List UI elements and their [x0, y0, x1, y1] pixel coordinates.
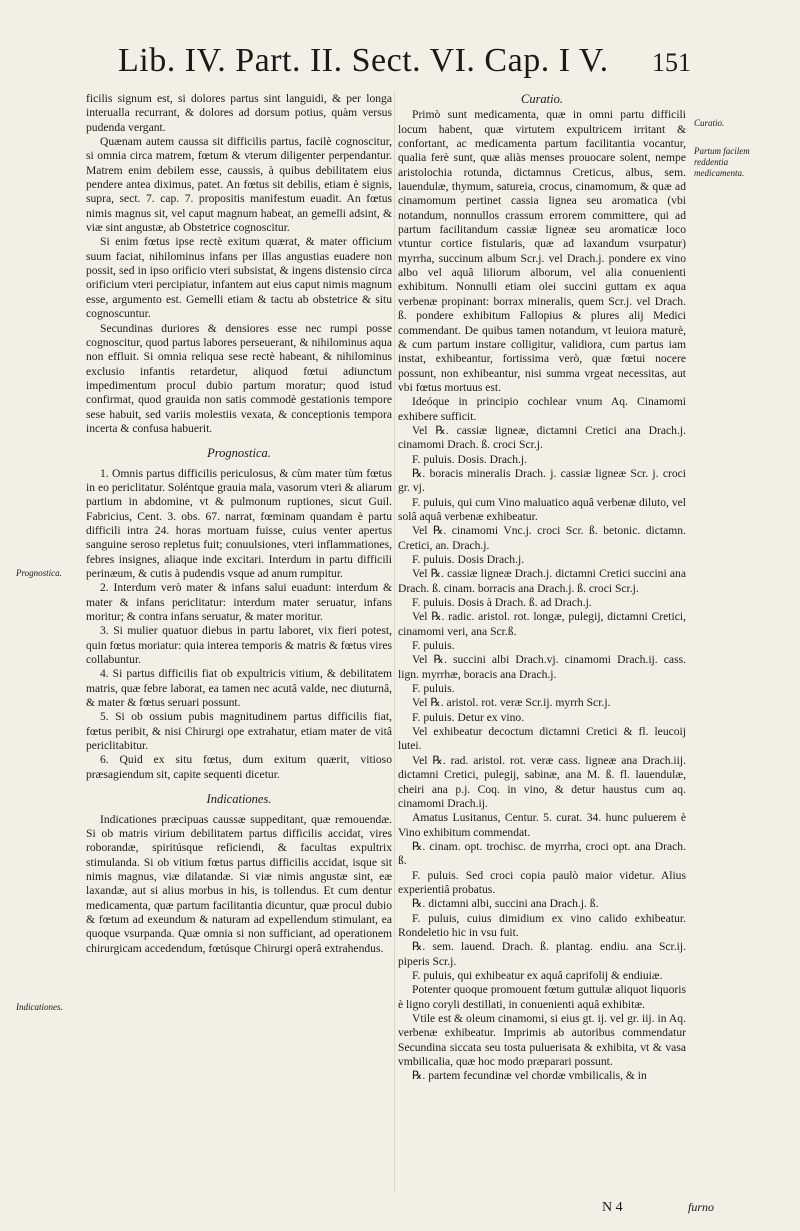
paragraph: Amatus Lusitanus, Centur. 5. curat. 34. hunc puluerem è Vino exhibitum commendat. — [398, 811, 686, 839]
recipe-dose: F. puluis, qui exhibeatur ex aquâ caprifolij & endiuiæ. — [412, 968, 663, 982]
paragraph: ficilis signum est, si dolores partus sint languidi, & per longa interualla recurrant, & dolores ad dorsum potius, quàm versus pudenda vergant. — [86, 92, 392, 134]
column-divider — [394, 92, 395, 1192]
recipe-dose: F. puluis. Dosis à Drach. ß. ad Drach.j. — [412, 596, 592, 610]
margin-note-partum: Partum facilem reddentia medicamenta. — [694, 146, 750, 178]
paragraph: 1. Omnis partus difficilis periculosus, & cùm mater tùm fœtus in eo periclitatur. Soléntque grauia mala, vasorum vteri & aliarum partium in abdomine, vt & pulmonum ruptiones, sicut Guil. Fabricius, Cent. 3. obs. 67. narrat, fœminam quandam è partu difficili intra 24. horas mortuam fuisse, cuius venter apertus sanguine seroso repletus fuit; conuulsiones, vteri inflammationes, febres insignes, aliaque inde excitari. Interdum in partu difficili perinæum, & cutis à pudendis vsque ad anum rumpitur. — [86, 466, 392, 580]
paragraph: Quænam autem caussa sit difficilis partus, facilè cognoscitur, si omnia circa matrem, fœtum & vterum diligenter perpendantur. Matrem enim debilem esse, caussis, à quibus debilitatem eius pendere antea diximus, patet. An fœtus sit debilis, etiam è signis, supra, sect. 7. cap. 7. propositis manifestum euadit. An fœtus nimis magnus sit, vel caput magnum habeat, an gemelli adsint, & viæ sint angustæ, ab Obstetrice cognoscitur. — [86, 135, 392, 235]
recipe-dose: F. puluis. Dosis. Drach.j. — [412, 452, 528, 466]
section-heading: Prognostica. — [207, 446, 271, 461]
paragraph: 3. Si mulier quatuor diebus in partu laboret, vix fieri potest, quin fœtus moriatur: quia interea temporis & matris & fœtus vires collabuntur. — [86, 624, 392, 667]
recipe: ℞. sem. lauend. Drach. ß. plantag. endiu. ana Scr.ij. piperis Scr.j. — [398, 940, 686, 968]
running-head: Lib. IV. Part. II. Sect. VI. Cap. I V. — [118, 42, 609, 79]
paragraph: 5. Si ob ossium pubis magnitudinem partus difficilis fiat, fœtus peribit, & nisi Chirurgi ope extrahatur, etiam mater de vitâ periclitabitur. — [86, 710, 392, 753]
page-number: 151 — [652, 48, 691, 77]
recipe: ℞. cinam. opt. trochisc. de myrrha, croci opt. ana Drach. ß. — [398, 839, 686, 868]
recipe: Vel ℞. radic. aristol. rot. longæ, pulegij, dictamni Cretici, cinamomi veri, ana Scr.ß. — [398, 610, 686, 638]
recipe-dose: F. puluis, qui cum Vino maluatico aquâ verbenæ diluto, vel solâ aquâ verbenæ exhibeatur. — [398, 495, 686, 523]
margin-note-prognostica: Prognostica. — [16, 568, 62, 578]
recipe: Vel ℞. cassiæ ligneæ, dictamni Cretici ana Drach.j. cinamomi Drach. ß. croci Scr.j. — [398, 423, 686, 452]
recipe: Vel ℞. aristol. rot. veræ Scr.ij. myrrh Scr.j. — [412, 696, 611, 710]
margin-note-curatio: Curatio. — [694, 118, 725, 128]
paragraph: Secundinas duriores & densiores esse nec rumpi posse cognoscitur, quod partus labores perseuerant, & nihilominus aqua non effluit. Si omnia reliqua sese rectè habeant, & nihilominus exclusio infantis retardetur, aliquod fœtui adiunctum impedimentum procul dubio partum moratur; quod istud confirmat, quod grauida non satis commodè gestationis tempore sese habuit, sed variis molestiis vexata, & conceptionis tempora incerta & confusa habuerit. — [86, 321, 392, 435]
paragraph: 6. Quid ex situ fœtus, dum exitum quærit, vitioso præsagiendum sit, capite sequenti dicetur. — [86, 753, 392, 781]
recipe-dose: F. puluis. — [412, 639, 455, 653]
recipe: Vel ℞. cinamomi Vnc.j. croci Scr. ß. betonic. dictamn. Cretici, an. Drach.j. — [398, 524, 686, 552]
paragraph: 2. Interdum verò mater & infans salui euadunt: interdum & mater & infans periclitatur: interdum mater seruatur, infans moritur; & contra infans seruatur, & mater moritur. — [86, 581, 392, 624]
paragraph: Vtile est & oleum cinamomi, si eius gt. ij. vel gr. iij. in Aq. verbenæ exhibeatur. Imprimis ab autoribus commendatur Secundina siccata seu tosta puluerisata & exhibita, vt & vasa vmbilicalia, quæ hoc modo præparari possunt. — [398, 1012, 686, 1069]
signature-mark: N 4 — [602, 1200, 623, 1215]
paragraph: Primò sunt medicamenta, quæ in omni partu difficili locum habent, quæ virtutem expultricem irritant & confortant, ac medicamenta partum facilitantia vocantur, qualia ferè sunt, quæ aliàs menses prouocare solent, nempe aristolochia rotunda, dictamnus Creticus, albus, sem. lauendulæ, thymum, satureia, crocus, cinamomum, & quæ ad cinamomum pertinet cassia lignea seu aromatica (vbi notandum, nonnullos crassum errorem committere, qui ad partum facilitandum cassiæ ligneæ seu aromaticæ loco vtuntur cortice fistularis, quæ ad laxandum vsurpatur) myrrha, succinum album Scr.j. vel Drach.j. pondere ex vino albo vel aquâ liliorum alborum, vel alia conuenienti exhibitum. Nonnulli etiam olei succini guttam ex aqua verbenæ propinant: borrax mineralis, quem Scr.j. vel Drach. ß. pondere exhibitum Fallopius & plures alij Medici commendant. De quibus tamen notandum, vt leuiora maturè, & cum partum instare colligitur, validiora, cum partus iam instat, exhibeantur, fortissima verò, quæ fœtui nocere possunt, non exhibeantur, nisi summa vrgeat necessitas, aut vbi fœtus mortuus est. — [398, 108, 686, 394]
recipe-dose: F. puluis, cuius dimidium ex vino calido exhibeatur. Rondeletio hic in vsu fuit. — [398, 911, 686, 939]
paragraph: 4. Si partus difficilis fiat ob expultricis vitium, & debilitatem matris, quæ febre laborat, ea tamen nec acutâ valde, nec diuturnâ, & mater & fœtus seruari possunt. — [86, 667, 392, 710]
recipe: Vel ℞. succini albi Drach.vj. cinamomi Drach.ij. cass. lign. myrrhæ, boracis ana Drach.j. — [398, 653, 686, 681]
right-column — [398, 92, 686, 1084]
recipe: Vel ℞. cassiæ ligneæ Drach.j. dictamni Cretici succini ana Drach. ß. cinam. borracis ana Drach.j. ß. croci Scr.j. — [398, 567, 686, 595]
paragraph: Ideóque in principio cochlear vnum Aq. Cinamomi exhibere sufficit. — [398, 395, 686, 423]
catchword: furno — [688, 1200, 715, 1214]
paragraph: Si enim fœtus ipse rectè exitum quærat, & mater officium suum faciat, nihilominus infans per illas angustias euadere non possit, sed in ipso orificio vteri subsistat, & ingens distensio circa orificium vteri percipiatur, infantem aut eius caput nimis magnum esse, argumento est. Gemelli etiam & tactu ab obstetrice & situ cognoscuntur. — [86, 235, 392, 321]
recipe-dose: F. puluis. Detur ex vino. — [412, 710, 525, 724]
recipe: ℞. boracis mineralis Drach. j. cassiæ ligneæ Scr. j. croci gr. vj. — [398, 466, 686, 495]
margin-note-indicationes: Indicationes. — [16, 1002, 63, 1012]
recipe-dose: F. puluis. Sed croci copia paulò maior videtur. Alius experientiâ probatus. — [398, 868, 686, 896]
paragraph: Indicationes præcipuas caussæ suppeditant, quæ remouendæ. Si ob matris virium debilitatem partus difficilis accidat, vires roborandæ, spiritúsque reficiendi, & facultas expultrix stimulanda. Si ob vitium fœtus partus difficilis accidat, isque sit nimis magnus, viæ dilatandæ. Si viæ nimis angustæ sint, eæ laxandæ, aut si alius morbus in his, is tollendus. Et cum dentur medicamenta, quæ partum facilitantia dicuntur, quæ procul dubio & fœtum ad exeundum & naturam ad expellendum stimulant, ea quoque vsurpanda. Quæ omnia si non sufficiant, ad operationem chirurgicam accedendum, fœtúsque Chirurgi operâ extrahendus. — [86, 812, 392, 955]
recipe-dose: F. puluis. — [412, 682, 455, 696]
recipe: ℞. dictamni albi, succini ana Drach.j. ß. — [412, 897, 599, 911]
left-column — [86, 92, 392, 956]
section-heading: Indicationes. — [206, 792, 272, 807]
recipe: Vel ℞. rad. aristol. rot. veræ cass. ligneæ ana Drach.iij. dictamni Cretici, pulegij, sabinæ, ana M. ß. fl. lauendulæ, cheiri ana p.j. Coq. in vino, & detur haustus cum aq. cinamomi Drach.ij. — [398, 753, 686, 810]
recipe: ℞. partem fecundinæ vel chordæ vmbilicalis, & in — [412, 1069, 647, 1083]
recipe-dose: F. puluis. Dosis Drach.j. — [412, 553, 525, 566]
section-heading: Curatio. — [520, 92, 564, 106]
paragraph: Potenter quoque promouent fœtum guttulæ aliquot liquoris è ligno coryli destillati, in conuenienti aquâ exhibitæ. — [398, 983, 686, 1011]
recipe: Vel exhibeatur decoctum dictamni Cretici & fl. leucoij lutei. — [398, 725, 686, 753]
